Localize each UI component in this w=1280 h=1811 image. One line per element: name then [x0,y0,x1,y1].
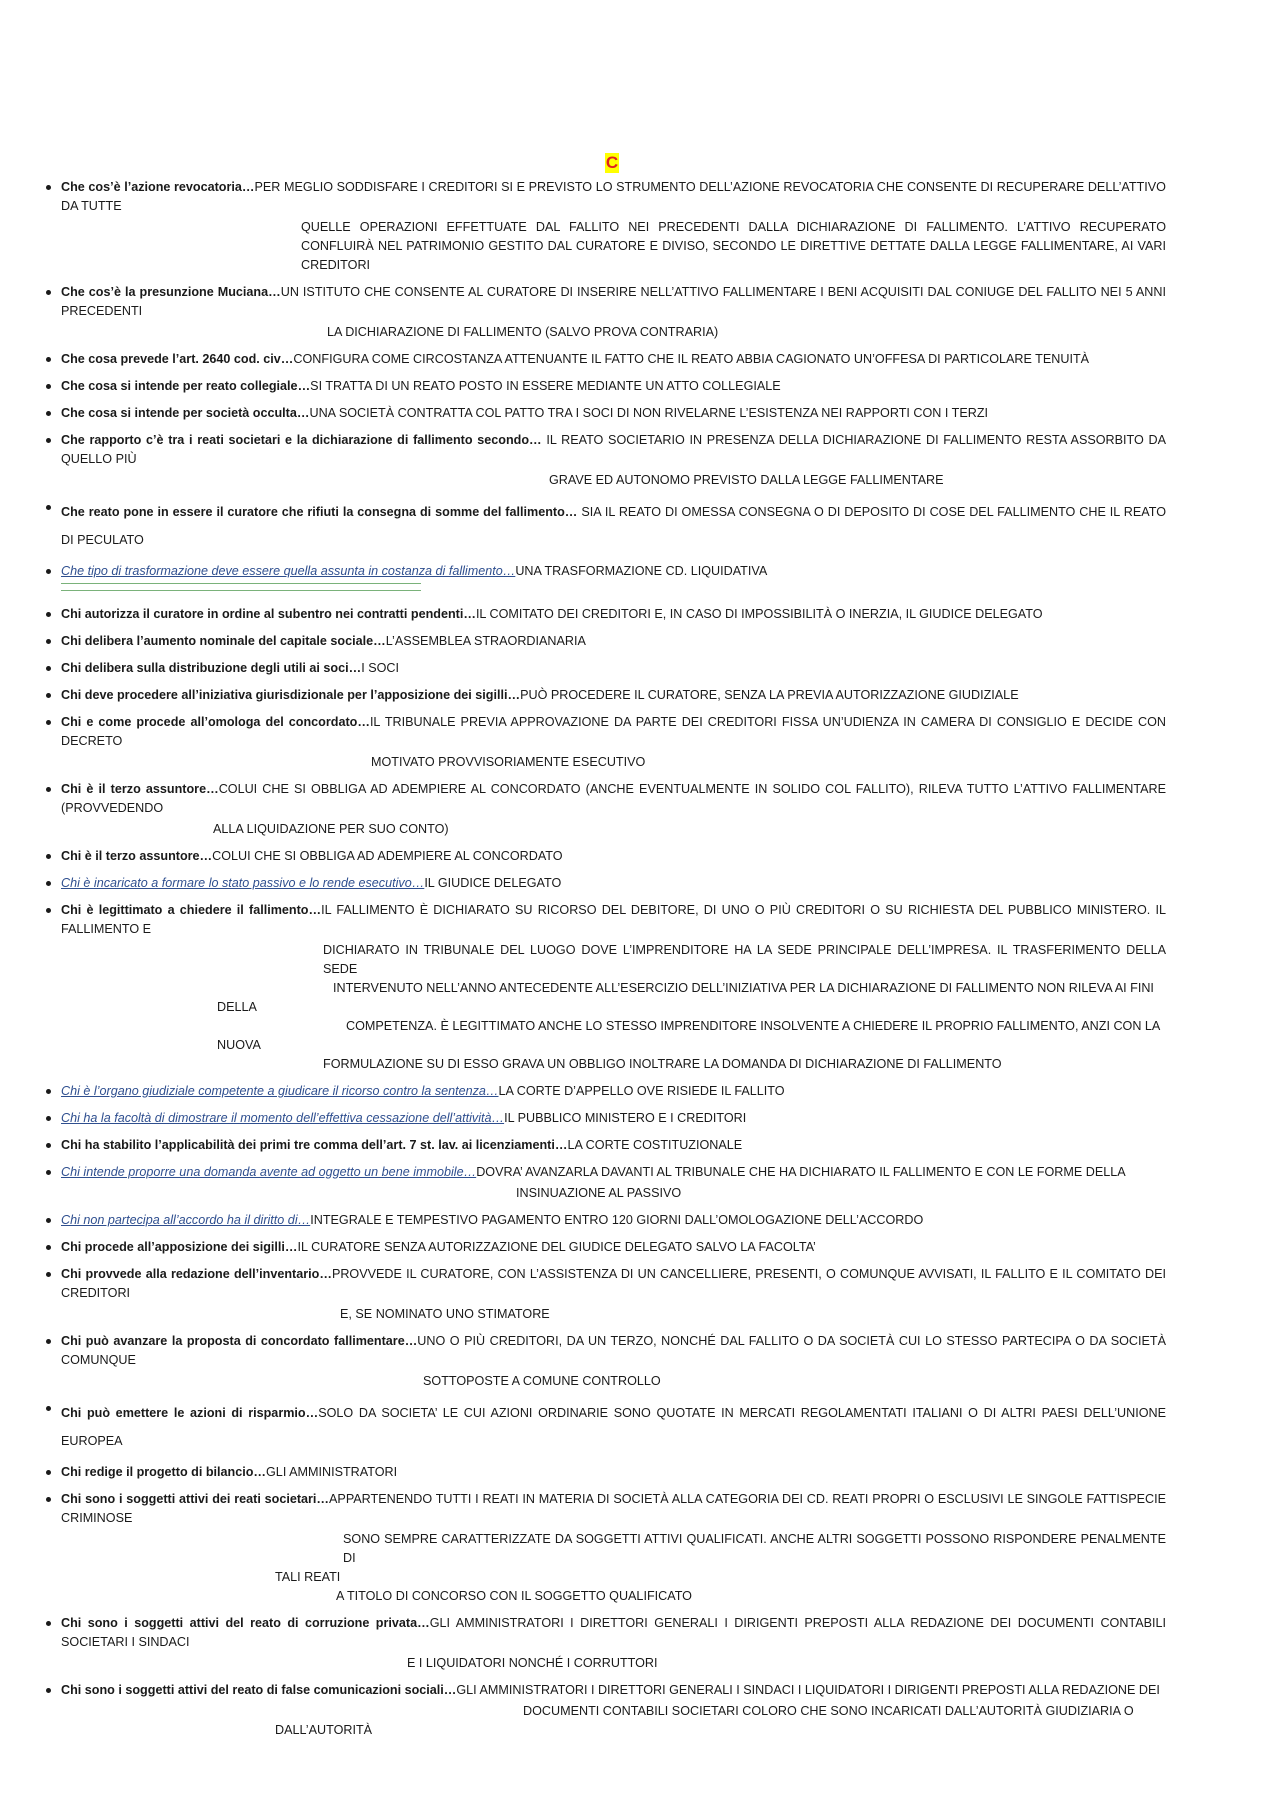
entry-answer: SOLO DA SOCIETA’ LE CUI AZIONI ORDINARIE SONO QUOTATE IN MERCATI REGOLAMENTATI ITALIANI O DI ALTRI PAESI DELL’UNIONE EUROPEA [61,1406,1166,1448]
entry-answer: IL CURATORE SENZA AUTORIZZAZIONE DEL GIUDICE DELEGATO SALVO LA FACOLTA’ [297,1240,816,1254]
entry-answer: PER MEGLIO SODDISFARE I CREDITORI SI E PREVISTO LO STRUMENTO DELL’AZIONE REVOCATORIA CHE CONSENTE DI RECUPERARE DELL’ATTIVO DA TUTTE [61,180,1166,213]
list-item [44,686,1166,705]
entry-question: Che cosa si intende per reato collegiale… [61,379,311,393]
entry-continuation: INTERVENUTO NELL’ANNO ANTECEDENTE ALL’ESERCIZIO DELL’INIZIATIVA PER LA DICHIARAZIONE DI FALLIMENTO NON RILEVA AI FINI [333,981,1154,995]
list-item [44,404,1166,423]
list-item [44,431,1166,490]
entry-answer: IL FALLIMENTO È DICHIARATO SU RICORSO DEL DEBITORE, DI UNO O PIÙ CREDITORI O SU RICHIESTA DEL PUBBLICO MINISTERO. IL FALLIMENTO E [61,903,1167,936]
entry-question-link[interactable]: Chi è incaricato a formare lo stato passivo e lo rende esecutivo… [61,876,425,890]
section-letter-heading: C [605,153,619,172]
qa-list [44,178,1166,1748]
entry-question: Che reato pone in essere il curatore che rifiuti la consegna di somme del fallimento… [61,505,578,519]
entry-answer: UN ISTITUTO CHE CONSENTE AL CURATORE DI INSERIRE NELL’ATTIVO FALLIMENTARE I BENI ACQUISITI DAL CONIUGE DEL FALLITO NEI 5 ANNI PRECEDENTI [61,285,1166,318]
entry-question: Chi deve procedere all’iniziativa giurisdizionale per l’apposizione dei sigilli… [61,688,521,702]
entry-continuation: DALL’AUTORITÀ [275,1723,373,1737]
entry-question: Che cosa si intende per società occulta… [61,406,310,420]
entry-continuation: DOCUMENTI CONTABILI SOCIETARI COLORO CHE SONO INCARICATI DALL’AUTORITÀ GIUDIZIARIA O [523,1704,1134,1718]
entry-question: Chi è legittimato a chiedere il fallimento… [61,903,322,917]
entry-question: Chi sono i soggetti attivi dei reati societari… [61,1492,330,1506]
list-item [44,1614,1166,1673]
entry-continuation: TALI REATI [275,1570,341,1584]
list-item [44,178,1166,275]
list-item [44,1490,1166,1606]
entry-question: Che cosa prevede l’art. 2640 cod. civ… [61,352,294,366]
entry-answer: LA CORTE COSTITUZIONALE [567,1138,743,1152]
entry-answer: CONFIGURA COME CIRCOSTANZA ATTENUANTE IL FATTO CHE IL REATO ABBIA CAGIONATO UN’OFFESA DI PARTICOLARE TENUITÀ [293,352,1090,366]
entry-continuation: E, SE NOMINATO UNO STIMATORE [340,1307,550,1321]
list-item [44,1463,1166,1482]
list-item [44,1136,1166,1155]
entry-answer: GLI AMMINISTRATORI I DIRETTORI GENERALI I DIRIGENTI PREPOSTI ALLA REDAZIONE DEI DOCUMENTI CONTABILI SOCIETARI I SINDACI [61,1616,1166,1649]
list-item [44,350,1166,369]
entry-continuation: E I LIQUIDATORI NONCHÉ I CORRUTTORI [407,1656,658,1670]
entry-continuation: DICHIARATO IN TRIBUNALE DEL LUOGO DOVE L’IMPRENDITORE HA LA SEDE PRINCIPALE DELL’IMPRESA. IL TRASFERIMENTO DELLA SEDE [323,943,1166,976]
entry-question: Che cos’è la presunzione Muciana… [61,285,281,299]
entry-continuation: FORMULAZIONE SU DI ESSO GRAVA UN OBBLIGO INOLTRARE LA DOMANDA DI DICHIARAZIONE DI FALLIMENTO [323,1057,1002,1071]
list-item [44,659,1166,678]
entry-answer: GLI AMMINISTRATORI I DIRETTORI GENERALI I SINDACI I LIQUIDATORI I DIRIGENTI PREPOSTI ALLA REDAZIONE DEI [456,1683,1160,1697]
entry-question: Chi sono i soggetti attivi del reato di corruzione privata… [61,1616,430,1630]
entry-question-link[interactable]: Chi intende proporre una domanda avente ad oggetto un bene immobile… [61,1165,477,1179]
entry-answer: PUÒ PROCEDERE IL CURATORE, SENZA LA PREVIA AUTORIZZAZIONE GIUDIZIALE [520,688,1019,702]
list-item [44,605,1166,624]
entry-question: Chi procede all’apposizione dei sigilli… [61,1240,298,1254]
entry-question: Chi ha stabilito l’applicabilità dei primi tre comma dell’art. 7 st. lav. ai licenziamenti… [61,1138,568,1152]
list-item [44,874,1166,893]
entry-question: Chi e come procede all’omologa del concordato… [61,715,370,729]
entry-continuation: INSINUAZIONE AL PASSIVO [516,1186,682,1200]
entry-answer: IL COMITATO DEI CREDITORI E, IN CASO DI IMPOSSIBILITÀ O INERZIA, IL GIUDICE DELEGATO [475,607,1043,621]
list-item [44,1163,1166,1203]
entry-answer: I SOCI [361,661,399,675]
entry-answer: SIA IL REATO DI OMESSA CONSEGNA O DI DEPOSITO DI COSE DEL FALLIMENTO CHE IL REATO DI PECULATO [61,505,1167,547]
entry-answer: L’ASSEMBLEA STRAORDIANARIA [385,634,586,648]
entry-question: Chi può emettere le azioni di risparmio… [61,1406,319,1420]
entry-answer: IL TRIBUNALE PREVIA APPROVAZIONE DA PARTE DEI CREDITORI FISSA UN’UDIENZA IN CAMERA DI CONSIGLIO E DECIDE CON DECRETO [61,715,1167,748]
entry-question: Chi è il terzo assuntore… [61,849,213,863]
entry-continuation: LA DICHIARAZIONE DI FALLIMENTO (SALVO PROVA CONTRARIA) [327,325,719,339]
entry-continuation: SOTTOPOSTE A COMUNE CONTROLLO [423,1374,661,1388]
entry-answer: UNO O PIÙ CREDITORI, DA UN TERZO, NONCHÉ DAL FALLITO O DA SOCIETÀ CUI LO STESSO PARTECIPA O DA SOCIETÀ COMUNQUE [61,1334,1166,1367]
entry-answer: UNA TRASFORMAZIONE CD. LIQUIDATIVA [515,564,768,578]
list-item [44,1211,1166,1230]
entry-continuation: A TITOLO DI CONCORSO CON IL SOGGETTO QUALIFICATO [336,1589,692,1603]
list-item [44,713,1166,772]
list-item [44,901,1166,1074]
entry-question: Chi è il terzo assuntore… [61,782,219,796]
list-item [44,1109,1166,1128]
entry-continuation: DELLA [217,1000,257,1014]
entry-answer: UNA SOCIETÀ CONTRATTA COL PATTO TRA I SOCI DI NON RIVELARNE L’ESISTENZA NEI RAPPORTI CON I TERZI [309,406,989,420]
entry-question: Chi delibera l’aumento nominale del capitale sociale… [61,634,386,648]
entry-continuation: ALLA LIQUIDAZIONE PER SUO CONTO) [213,822,449,836]
entry-question: Chi provvede alla redazione dell’inventario… [61,1267,332,1281]
entry-question: Chi può avanzare la proposta di concordato fallimentare… [61,1334,418,1348]
entry-question: Chi sono i soggetti attivi del reato di false comunicazioni sociali… [61,1683,457,1697]
entry-question-link[interactable]: Che tipo di trasformazione deve essere quella assunta in costanza di fallimento… [61,564,516,578]
entry-answer: APPARTENENDO TUTTI I REATI IN MATERIA DI SOCIETÀ ALLA CATEGORIA DEI CD. REATI PROPRI O ESCLUSIVI LE SINGOLE FATTISPECIE CRIMINOSE [61,1492,1166,1525]
list-item [44,1681,1166,1740]
entry-question-link[interactable]: Chi è l’organo giudiziale competente a giudicare il ricorso contro la sentenza… [61,1084,499,1098]
entry-answer: DOVRA’ AVANZARLA DAVANTI AL TRIBUNALE CHE HA DICHIARATO IL FALLIMENTO E CON LE FORME DELLA [476,1165,1126,1179]
list-item [44,847,1166,866]
entry-continuation: QUELLE OPERAZIONI EFFETTUATE DAL FALLITO NEI PRECEDENTI DALLA DICHIARAZIONE DI FALLIMENTO. L’ATTIVO RECUPERATO CONFLUIRÀ NEL PATRIMONIO GESTITO DAL CURATORE E DIVISO, SECONDO LE DIRETTIVE DETTATE DALLA LEGGE FALLIMENTARE, AI VARI CREDITORI [301,220,1166,272]
entry-question: Che cos’è l’azione revocatoria… [61,180,255,194]
list-item [44,283,1166,342]
entry-continuation: GRAVE ED AUTONOMO PREVISTO DALLA LEGGE FALLIMENTARE [549,473,944,487]
entry-question: Chi delibera sulla distribuzione degli utili ai soci… [61,661,362,675]
entry-continuation: SONO SEMPRE CARATTERIZZATE DA SOGGETTI ATTIVI QUALIFICATI. ANCHE ALTRI SOGGETTI POSSONO RISPONDERE PENALMENTE DI [343,1532,1166,1565]
list-item [44,377,1166,396]
entry-continuation: COMPETENZA. È LEGITTIMATO ANCHE LO STESSO IMPRENDITORE INSOLVENTE A CHIEDERE IL PROPRIO FALLIMENTO, ANZI CON LA [346,1019,1161,1033]
entry-question-link[interactable]: Chi non partecipa all’accordo ha il diritto di… [61,1213,311,1227]
entry-answer: LA CORTE D’APPELLO OVE RISIEDE IL FALLITO [498,1084,785,1098]
entry-answer: SI TRATTA DI UN REATO POSTO IN ESSERE MEDIANTE UN ATTO COLLEGIALE [310,379,781,393]
entry-answer: PROVVEDE IL CURATORE, CON L’ASSISTENZA DI UN CANCELLIERE, PRESENTI, O COMUNQUE AVVISATI, IL FALLITO E IL COMITATO DEI CREDITORI [61,1267,1166,1300]
list-item [44,562,1166,581]
list-item [44,498,1166,554]
list-item [44,1238,1166,1257]
entry-answer: COLUI CHE SI OBBLIGA AD ADEMPIERE AL CONCORDATO (ANCHE EVENTUALMENTE IN SOLIDO COL FALLITO), RILEVA TUTTO L’ATTIVO FALLIMENTARE (PROVVEDENDO [61,782,1166,815]
section-divider [61,583,421,591]
list-item [44,780,1166,839]
entry-answer: IL REATO SOCIETARIO IN PRESENZA DELLA DICHIARAZIONE DI FALLIMENTO RESTA ASSORBITO DA QUELLO PIÙ [61,433,1166,466]
entry-continuation: NUOVA [217,1038,261,1052]
entry-answer: GLI AMMINISTRATORI [266,1465,398,1479]
entry-question: Chi autorizza il curatore in ordine al subentro nei contratti pendenti… [61,607,476,621]
list-item [44,1265,1166,1324]
list-item [44,632,1166,651]
list-item [44,1332,1166,1391]
entry-question-link[interactable]: Chi ha la facoltà di dimostrare il momento dell’effettiva cessazione dell’attività… [61,1111,505,1125]
entry-continuation: MOTIVATO PROVVISORIAMENTE ESECUTIVO [371,755,646,769]
entry-answer: COLUI CHE SI OBBLIGA AD ADEMPIERE AL CONCORDATO [212,849,563,863]
entry-question: Che rapporto c’è tra i reati societari e la dichiarazione di fallimento secondo… [61,433,542,447]
list-item [44,1399,1166,1455]
list-item [44,1082,1166,1101]
entry-question: Chi redige il progetto di bilancio… [61,1465,267,1479]
entry-answer: INTEGRALE E TEMPESTIVO PAGAMENTO ENTRO 120 GIORNI DALL’OMOLOGAZIONE DELL’ACCORDO [310,1213,924,1227]
entry-answer: IL GIUDICE DELEGATO [424,876,562,890]
entry-answer: IL PUBBLICO MINISTERO E I CREDITORI [504,1111,747,1125]
